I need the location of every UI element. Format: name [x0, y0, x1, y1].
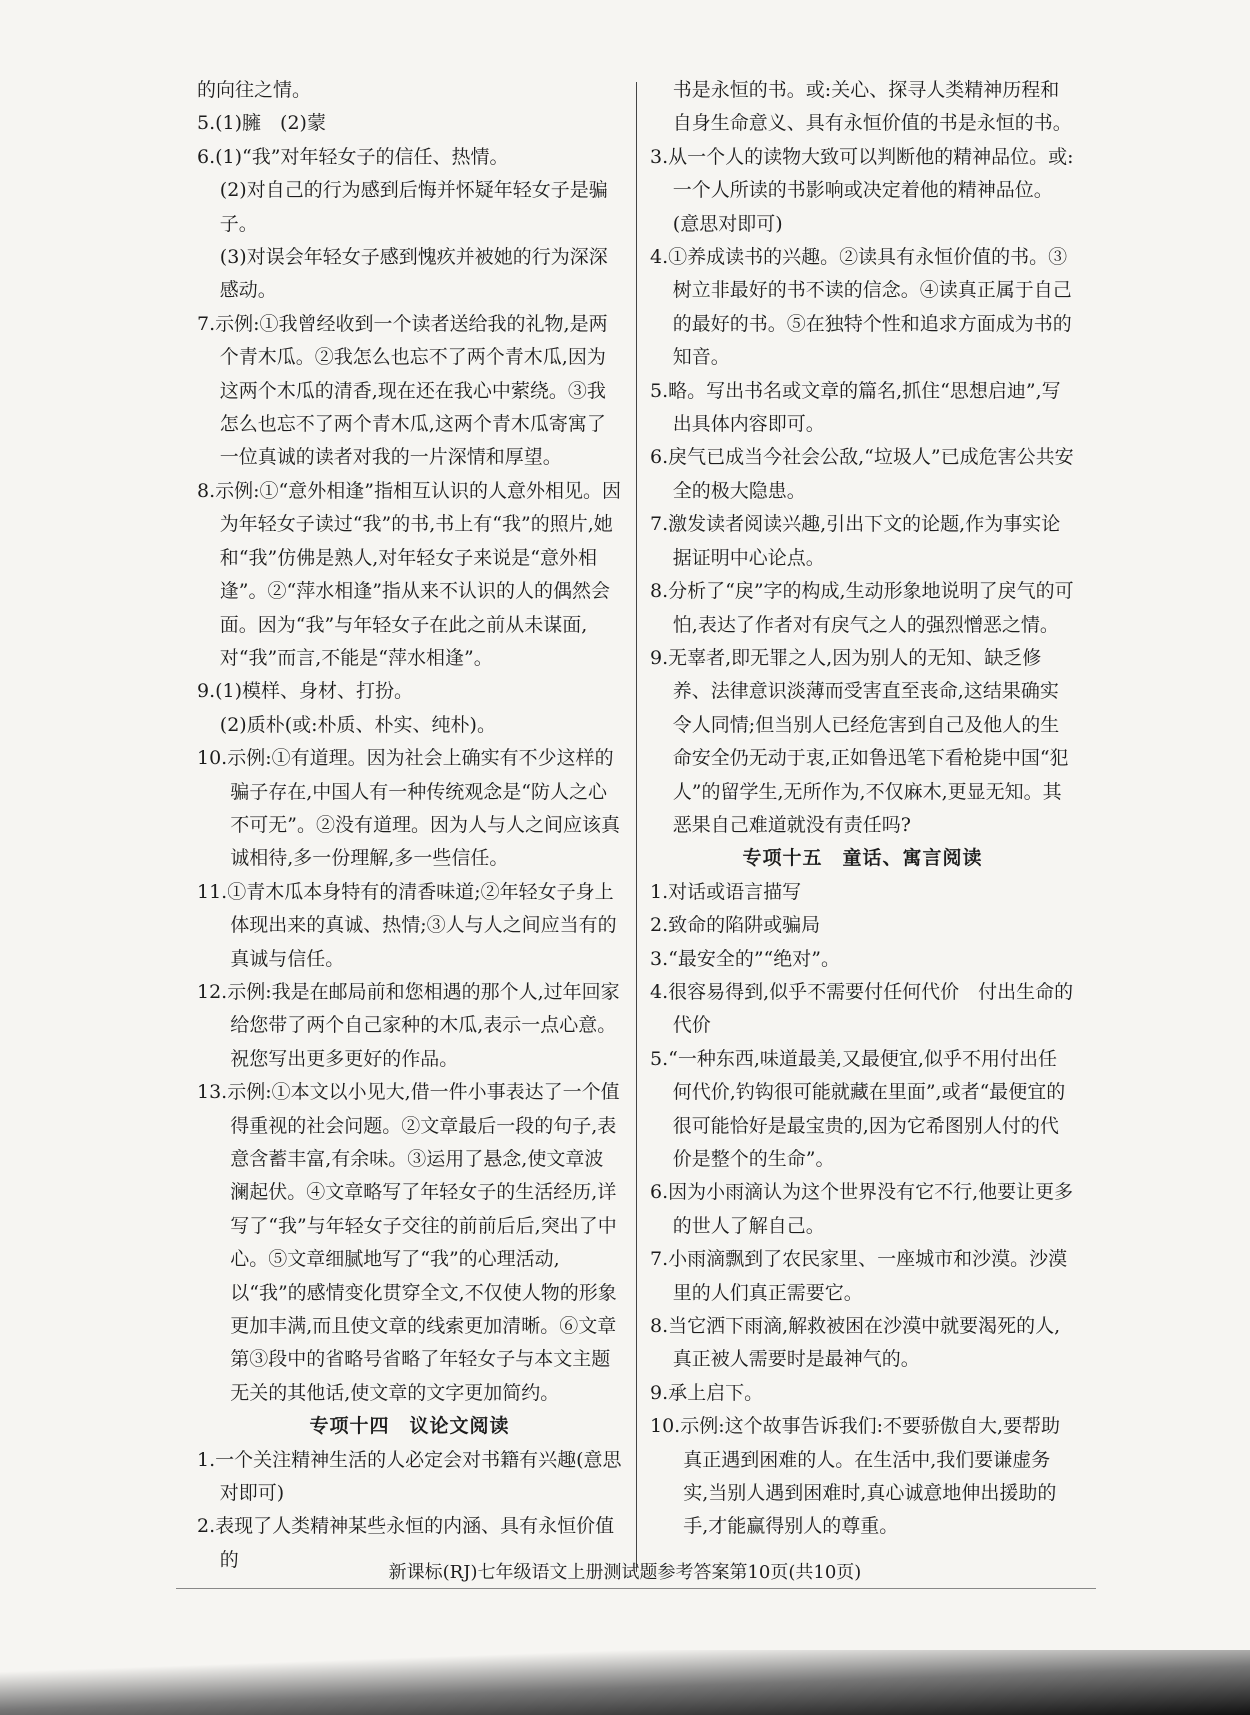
answer-6-2: (2)对自己的行为感到后悔并怀疑年轻女子是骗子。 [219, 179, 608, 235]
answer-6-1: 6.(1)“我”对年轻女子的信任、热情。 [197, 145, 509, 168]
section-heading-14: 专项十四 议论文阅读 [309, 1415, 510, 1438]
answer-15-4: 4.很容易得到,似乎不需要付任何代价 付出生命的代价 [650, 980, 1074, 1037]
scan-shadow [0, 1650, 1250, 1715]
answer-13: 13.示例:①本文以小见大,借一件小事表达了一个值得重视的社会问题。②文章最后一段的句子,表意含蓄丰富,有余味。③运用了悬念,使文章波澜起伏。④文章略写了年轻女子的生活经历,详写了“我”与年轻女子交往的前前后后,突出了中心。⑤文章细腻地写了“我”的心理活动,以“我”的感情变化贯穿全文,不仅使人物的形象更加丰满,而且使文章的线索更加清晰。⑥文章第③段中的省略号省略了年轻女子与本文主题无关的其他话,使文章的文字更加简约。 [197, 1081, 620, 1404]
footer-rule [176, 1588, 1096, 1589]
answer-6-3: (3)对误会年轻女子感到愧疚并被她的行为深深感动。 [219, 246, 608, 302]
section-heading-15: 专项十五 童话、寓言阅读 [742, 847, 983, 870]
answer-14-3: 3.从一个人的读物大致可以判断他的精神品位。或:一个人所读的书影响或决定着他的精神品位。(意思对即可) [650, 145, 1074, 235]
answer-14-1: 1.一个关注精神生活的人必定会对书籍有兴趣(意思对即可) [197, 1448, 622, 1505]
answer-9-2: (2)质朴(或:朴质、朴实、纯朴)。 [219, 713, 496, 736]
answer-15-6: 6.因为小雨滴认为这个世界没有它不行,他要让更多的世人了解自己。 [650, 1181, 1074, 1237]
answer-15-10: 10.示例:这个故事告诉我们:不要骄傲自大,要帮助真正遇到困难的人。在生活中,我们要谦虚务实,当别人遇到困难时,真心诚意地伸出援助的手,才能赢得别人的尊重。 [650, 1415, 1061, 1538]
answer-15-7: 7.小雨滴飘到了农民家里、一座城市和沙漠。沙漠里的人们真正需要它。 [650, 1248, 1068, 1304]
answer-14-2: 2.表现了人类精神某些永恒的内涵、具有永恒价值的 [197, 1515, 615, 1571]
answer-15-8: 8.当它洒下雨滴,解救被困在沙漠中就要渴死的人,真正被人需要时是最神气的。 [650, 1315, 1061, 1371]
answer-14-6: 6.戾气已成当今社会公敌,“垃圾人”已成危害公共安全的极大隐患。 [650, 446, 1074, 502]
page-footer: 新课标(RJ)七年级语文上册测试题参考答案第10页(共10页) [388, 1562, 862, 1583]
answer-9-1: 9.(1)模样、身材、打扮。 [197, 680, 414, 703]
answer-15-9: 9.承上启下。 [650, 1381, 764, 1404]
answer-14-2-cont: 书是永恒的书。或:关心、探寻人类精神历程和自身生命意义、具有永恒价值的书是永恒的书。 [672, 79, 1072, 135]
answer-14-7: 7.激发读者阅读兴趣,引出下文的论题,作为事实论据证明中心论点。 [650, 513, 1061, 569]
answer-7: 7.示例:①我曾经收到一个读者送给我的礼物,是两个青木瓜。②我怎么也忘不了两个青木瓜,因为这两个木瓜的清香,现在还在我心中萦绕。③我怎么也忘不了两个青木瓜,这两个青木瓜寄寓了一位真诚的读者对我的一片深情和厚望。 [197, 312, 608, 469]
right-column [650, 74, 1075, 1544]
answer-11: 11.①青木瓜本身特有的清香味道;②年轻女子身上体现出来的真诚、热情;③人与人之间应当有的真诚与信任。 [197, 880, 617, 970]
answer-14-5: 5.略。写出书名或文章的篇名,抓住“思想启迪”,写出具体内容即可。 [650, 379, 1061, 436]
left-column [197, 74, 622, 1577]
answer-15-3: 3.“最安全的”“绝对”。 [650, 947, 840, 970]
answer-14-4: 4.①养成读书的兴趣。②读具有永恒价值的书。③树立非最好的书不读的信念。④读真正属于自己的最好的书。⑤在独特个性和追求方面成为书的知音。 [650, 246, 1072, 369]
column-divider [636, 82, 637, 1572]
answer-14-9: 9.无辜者,即无罪之人,因为别人的无知、缺乏修养、法律意识淡薄而受害直至丧命,这结果确实令人同情;但当别人已经危害到自己及他人的生命安全仍无动于衷,正如鲁迅笔下看枪毙中国“犯人”的留学生,无所作为,不仅麻木,更显无知。其恶果自己难道就没有责任吗? [650, 646, 1069, 836]
answer-12: 12.示例:我是在邮局前和您相遇的那个人,过年回家给您带了两个自己家种的木瓜,表示一点心意。祝您写出更多更好的作品。 [197, 980, 620, 1070]
answer-15-2: 2.致命的陷阱或骗局 [650, 914, 821, 937]
answer-14-8: 8.分析了“戾”字的构成,生动形象地说明了戾气的可怕,表达了作者对有戾气之人的强烈憎恶之情。 [650, 580, 1074, 636]
answer-15-5: 5.“一种东西,味道最美,又最便宜,似乎不用付出任何代价,钓钩很可能就藏在里面”,或者“最便宜的很可能恰好是最宝贵的,因为它希图别人付的代价是整个的生命”。 [650, 1047, 1066, 1170]
answer-5: 5.(1)臃 (2)蒙 [197, 112, 326, 135]
answer-15-1: 1.对话或语言描写 [650, 880, 802, 903]
answer-8: 8.示例:①“意外相逢”指相互认识的人意外相见。因为年轻女子读过“我”的书,书上有“我”的照片,她和“我”仿佛是熟人,对年轻女子来说是“意外相逢”。②“萍水相逢”指从来不认识的人的偶然会面。因为“我”与年轻女子在此之前从未谋面,对“我”而言,不能是“萍水相逢”。 [197, 479, 621, 669]
continued-answer: 的向往之情。 [197, 79, 312, 101]
answer-10: 10.示例:①有道理。因为社会上确实有不少这样的骗子存在,中国人有一种传统观念是“防人之心不可无”。②没有道理。因为人与人之间应该真诚相待,多一份理解,多一些信任。 [197, 747, 620, 870]
